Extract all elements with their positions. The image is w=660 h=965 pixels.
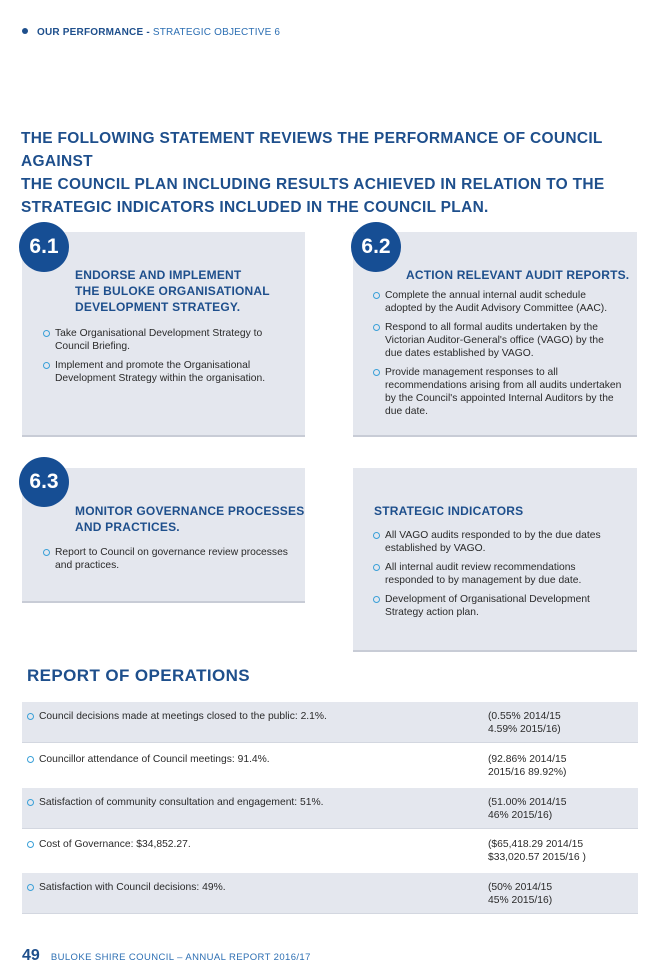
table-row xyxy=(22,788,638,829)
intro-line: STRATEGIC INDICATORS INCLUDED IN THE COUNCIL PLAN. xyxy=(21,199,489,216)
operation-comparison: (92.86% 2014/15 2015/16 89.92%) xyxy=(488,754,567,778)
table-row xyxy=(22,873,638,914)
operation-comparison: ($65,418.29 2014/15 $33,020.57 2015/16 ) xyxy=(488,839,586,863)
list-item: All internal audit review recommendations responded to by management by due date. xyxy=(373,561,623,587)
objective-list-6-2 xyxy=(373,289,623,424)
objective-title-6-3: MONITOR GOVERNANCE PROCESSES AND PRACTICES. xyxy=(75,504,305,534)
operation-label: Satisfaction of community consultation and engagement: 51%. xyxy=(39,797,324,808)
strategic-indicators-title: STRATEGIC INDICATORS xyxy=(374,504,524,518)
badge-6-3: 6.3 xyxy=(19,457,69,507)
objective-list-6-1 xyxy=(43,327,288,391)
list-item: Report to Council on governance review processes and practices. xyxy=(43,546,288,572)
list-item: Respond to all formal audits undertaken by the Victorian Auditor-General's office (VAGO) by the due dates established by VAGO. xyxy=(373,321,623,360)
intro-line: THE COUNCIL PLAN INCLUDING RESULTS ACHIEVED IN RELATION TO THE xyxy=(21,176,605,193)
strategic-indicators-list xyxy=(373,529,623,625)
badge-6-2: 6.2 xyxy=(351,222,401,272)
operation-label: Council decisions made at meetings closed to the public: 2.1%. xyxy=(39,711,327,722)
operation-comparison: (51.00% 2014/15 46% 2015/16) xyxy=(488,797,567,821)
intro-line: THE FOLLOWING STATEMENT REVIEWS THE PERFORMANCE OF COUNCIL AGAINST xyxy=(21,130,603,170)
list-item: Development of Organisational Development Strategy action plan. xyxy=(373,593,623,619)
table-row xyxy=(22,745,638,786)
intro-statement xyxy=(21,127,641,219)
page-header xyxy=(22,27,280,38)
header-separator: - xyxy=(146,27,150,38)
objective-title-6-1: ENDORSE AND IMPLEMENT THE BULOKE ORGANISATIONAL DEVELOPMENT STRATEGY. xyxy=(75,268,270,314)
header-section: OUR PERFORMANCE xyxy=(36,27,144,38)
operation-label: Satisfaction with Council decisions: 49%. xyxy=(39,882,226,893)
list-item: Implement and promote the Organisational Development Strategy within the organisation. xyxy=(43,359,288,385)
operation-comparison: (50% 2014/15 45% 2015/16) xyxy=(488,882,553,906)
table-row xyxy=(22,702,638,743)
operation-label: Cost of Governance: $34,852.27. xyxy=(39,839,191,850)
list-item: Provide management responses to all recommendations arising from all audits undertaken by the Council's appointed Internal Auditors by the due date. xyxy=(373,366,623,418)
table-row xyxy=(22,830,638,871)
operation-label: Councillor attendance of Council meetings: 91.4%. xyxy=(39,754,270,765)
objective-title-6-2: ACTION RELEVANT AUDIT REPORTS. xyxy=(406,268,630,282)
list-item: Complete the annual internal audit schedule adopted by the Audit Advisory Committee (AAC). xyxy=(373,289,623,315)
list-item: All VAGO audits responded to by the due dates established by VAGO. xyxy=(373,529,623,555)
page-footer xyxy=(22,947,311,965)
page-number: 49 xyxy=(22,947,40,964)
report-of-operations-title: REPORT OF OPERATIONS xyxy=(27,666,251,685)
operation-comparison: (0.55% 2014/15 4.59% 2015/16) xyxy=(488,711,561,735)
footer-org: BULOKE SHIRE COUNCIL – ANNUAL REPORT 2016/17 xyxy=(50,952,311,963)
objective-list-6-3 xyxy=(43,546,288,578)
header-subsection: STRATEGIC OBJECTIVE 6 xyxy=(152,27,281,38)
badge-6-1: 6.1 xyxy=(19,222,69,272)
bullet-dot-icon xyxy=(22,28,28,34)
list-item: Take Organisational Development Strategy to Council Briefing. xyxy=(43,327,288,353)
